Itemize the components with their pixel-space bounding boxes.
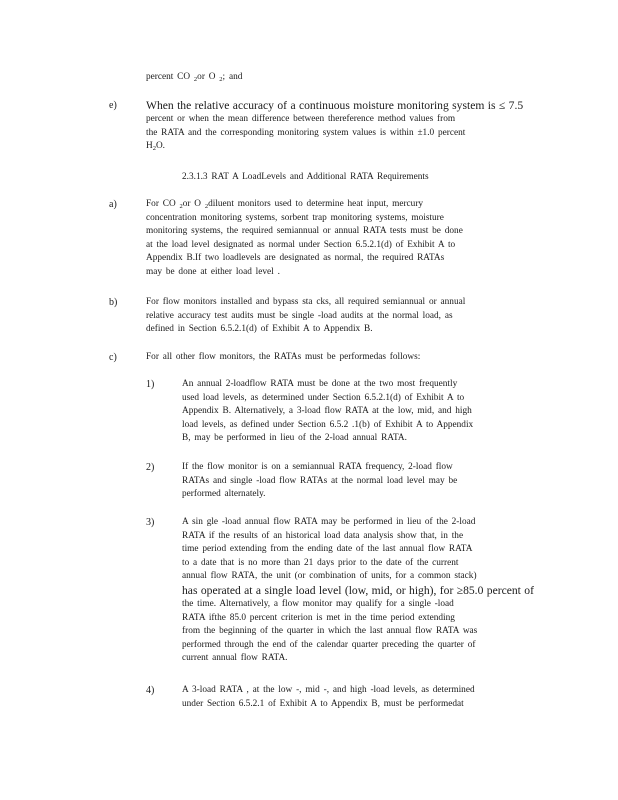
sub-item-1-line: Appendix B. Alternatively, a 3-load flow RATA at the low, mid, and high bbox=[182, 406, 472, 417]
sub-item-3-line: current annual flow RATA. bbox=[182, 653, 288, 664]
item-e-label: e) bbox=[109, 100, 117, 111]
sub-item-4-line: A 3-load RATA , at the low -, mid -, and high -load levels, as determined bbox=[182, 685, 475, 695]
item-e-line: percent or when the mean difference between thereference method values from bbox=[146, 114, 456, 124]
sub-item-3-line: RATA ifthe 85.0 percent criterion is met in the time period extending bbox=[182, 612, 455, 623]
sub-item-2-line: performed alternately. bbox=[182, 489, 266, 500]
item-a-text bbox=[146, 198, 463, 280]
item-a-line: may be done at either load level . bbox=[146, 266, 280, 277]
sub-item-3-line: RATA if the results of an historical load data analysis show that, in the bbox=[182, 530, 464, 541]
sub-item-1-text bbox=[182, 378, 473, 446]
sub-item-2-line: RATAs and single -load flow RATAs at the normal load level may be bbox=[182, 475, 458, 486]
item-c-line: For all other flow monitors, the RATAs must be performedas follows: bbox=[146, 352, 421, 362]
item-b-line: defined in Section 6.5.2.1(d) of Exhibit A to Appendix B. bbox=[146, 324, 373, 335]
section-heading: 2.3.1.3 RAT A LoadLevels and Additional RATA Requirements bbox=[182, 172, 429, 182]
item-a-line: monitoring systems, the required semiannual or annual RATA tests must be done bbox=[146, 226, 463, 237]
sub-item-3-line: to a date that is no more than 21 days prior to the date of the current bbox=[182, 557, 459, 568]
item-b-line: relative accuracy test audits must be single -load audits at the normal load, as bbox=[146, 310, 453, 321]
item-e-text bbox=[146, 99, 523, 154]
sub-item-1-line: load levels, as defined under Section 6.5.2 .1(b) of Exhibit A to Appendix bbox=[182, 419, 474, 430]
sub-item-3-line: annual flow RATA, the unit (or combination of units, for a common stack) bbox=[182, 571, 477, 582]
sub-item-3-line: performed through the end of the calendar quarter preceding the quarter of bbox=[182, 639, 476, 650]
sub-item-4-text bbox=[182, 684, 475, 711]
sub-item-2-text bbox=[182, 461, 457, 502]
sub-item-1-label: 1) bbox=[146, 379, 155, 390]
sub-item-3-line: time period extending from the ending date of the last annual flow RATA bbox=[182, 544, 473, 555]
item-c-label: c) bbox=[109, 352, 117, 363]
item-a-label: a) bbox=[109, 199, 117, 210]
sub-item-3-line: from the beginning of the quarter in which the last annual flow RATA was bbox=[182, 626, 478, 637]
item-a-line: For CO $_2$or O $_2$diluent monitors used to determine heat input, mercury bbox=[146, 199, 424, 210]
item-b-text bbox=[146, 296, 465, 337]
sub-item-2-label: 2) bbox=[146, 462, 155, 473]
item-e-line: the RATA and the corresponding monitoring system values is within ±1.0 percent bbox=[146, 127, 466, 138]
sub-item-1-line: B, may be performed in lieu of the 2-load annual RATA. bbox=[182, 433, 407, 444]
sub-item-4-label: 4) bbox=[146, 685, 155, 696]
sub-item-3-line: A sin gle -load annual flow RATA may be performed in lieu of the 2-load bbox=[182, 517, 476, 527]
item-b-line: For flow monitors installed and bypass sta cks, all required semiannual or annual bbox=[146, 297, 466, 307]
sub-item-3-text bbox=[182, 516, 534, 666]
sub-item-2-line: If the flow monitor is on a semiannual RATA frequency, 2-load flow bbox=[182, 462, 453, 472]
item-a-line: concentration monitoring systems, sorbent trap monitoring systems, moisture bbox=[146, 212, 444, 223]
sub-item-1-line: An annual 2-loadflow RATA must be done at the two most frequently bbox=[182, 379, 458, 389]
item-e-line: When the relative accuracy of a continuous moisture monitoring system is ≤ 7.5 bbox=[146, 99, 524, 112]
sub-item-3-line: the time. Alternatively, a flow monitor may qualify for a single -load bbox=[182, 598, 454, 609]
item-a-line: at the load level designated as normal under Section 6.5.2.1(d) of Exhibit A to bbox=[146, 239, 456, 250]
continuation-line: percent CO $_2$or O $_2$; and bbox=[146, 72, 243, 83]
sub-item-1-line: used load levels, as determined under Section 6.5.2.1(d) of Exhibit A to bbox=[182, 392, 465, 403]
sub-item-3-line: has operated at a single load level (low, mid, or high), for ≥85.0 percent of bbox=[182, 583, 534, 597]
item-a-line: Appendix B.If two loadlevels are designated as normal, the required RATAs bbox=[146, 253, 445, 264]
sub-item-3-label: 3) bbox=[146, 517, 155, 528]
item-e-line: $H_2O$. bbox=[146, 141, 166, 153]
item-b-label: b) bbox=[109, 297, 118, 308]
sub-item-4-line: under Section 6.5.2.1 of Exhibit A to Appendix B, must be performedat bbox=[182, 698, 464, 709]
